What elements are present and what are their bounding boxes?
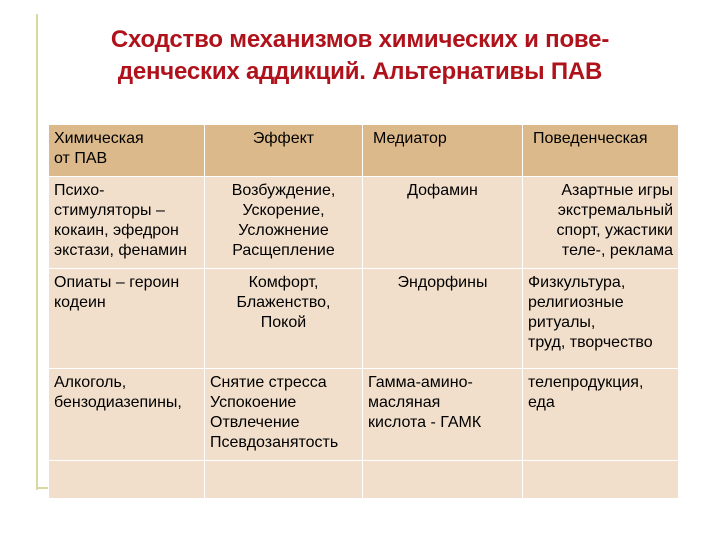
cell-effect: Возбуждение, Ускорение, Усложнение Расщепление xyxy=(205,177,363,269)
table-row xyxy=(49,177,679,269)
table-row-empty xyxy=(49,461,679,499)
cell-empty xyxy=(205,461,363,499)
table-row xyxy=(49,269,679,369)
left-accent-line xyxy=(36,14,38,490)
cell-behavioral: Физкультура, религиозные ритуалы, труд, творчество xyxy=(523,269,679,369)
cell-behavioral: Азартные игры экстремальный спорт, ужастики теле-, реклама xyxy=(523,177,679,269)
slide-title-line-1: Сходство механизмов химических и пове- xyxy=(110,26,610,53)
slide-title xyxy=(40,24,680,88)
cell-effect: Снятие стресса Успокоение Отвлечение Псевдозанятость xyxy=(205,369,363,461)
cell-chemical: Алкоголь, бензодиазепины, xyxy=(49,369,205,461)
slide-title-line-2: денческих аддикций. Альтернативы ПАВ xyxy=(117,58,603,85)
cell-chemical: Опиаты – героин кодеин xyxy=(49,269,205,369)
header-effect: Эффект xyxy=(205,125,363,177)
table-row xyxy=(49,369,679,461)
cell-empty xyxy=(523,461,679,499)
cell-mediator: Дофамин xyxy=(363,177,523,269)
cell-chemical: Психо- стимуляторы – кокаин, эфедрон экстази, фенамин xyxy=(49,177,205,269)
comparison-table xyxy=(48,124,679,499)
table-header-row xyxy=(49,125,679,177)
cell-mediator: Эндорфины xyxy=(363,269,523,369)
header-chemical: Химическая от ПАВ xyxy=(49,125,205,177)
cell-empty xyxy=(49,461,205,499)
header-mediator: Медиатор xyxy=(363,125,523,177)
cell-effect: Комфорт, Блаженство, Покой xyxy=(205,269,363,369)
cell-empty xyxy=(363,461,523,499)
header-behavioral: Поведенческая xyxy=(523,125,679,177)
cell-mediator: Гамма-амино- масляная кислота - ГАМК xyxy=(363,369,523,461)
cell-behavioral: телепродукция, еда xyxy=(523,369,679,461)
